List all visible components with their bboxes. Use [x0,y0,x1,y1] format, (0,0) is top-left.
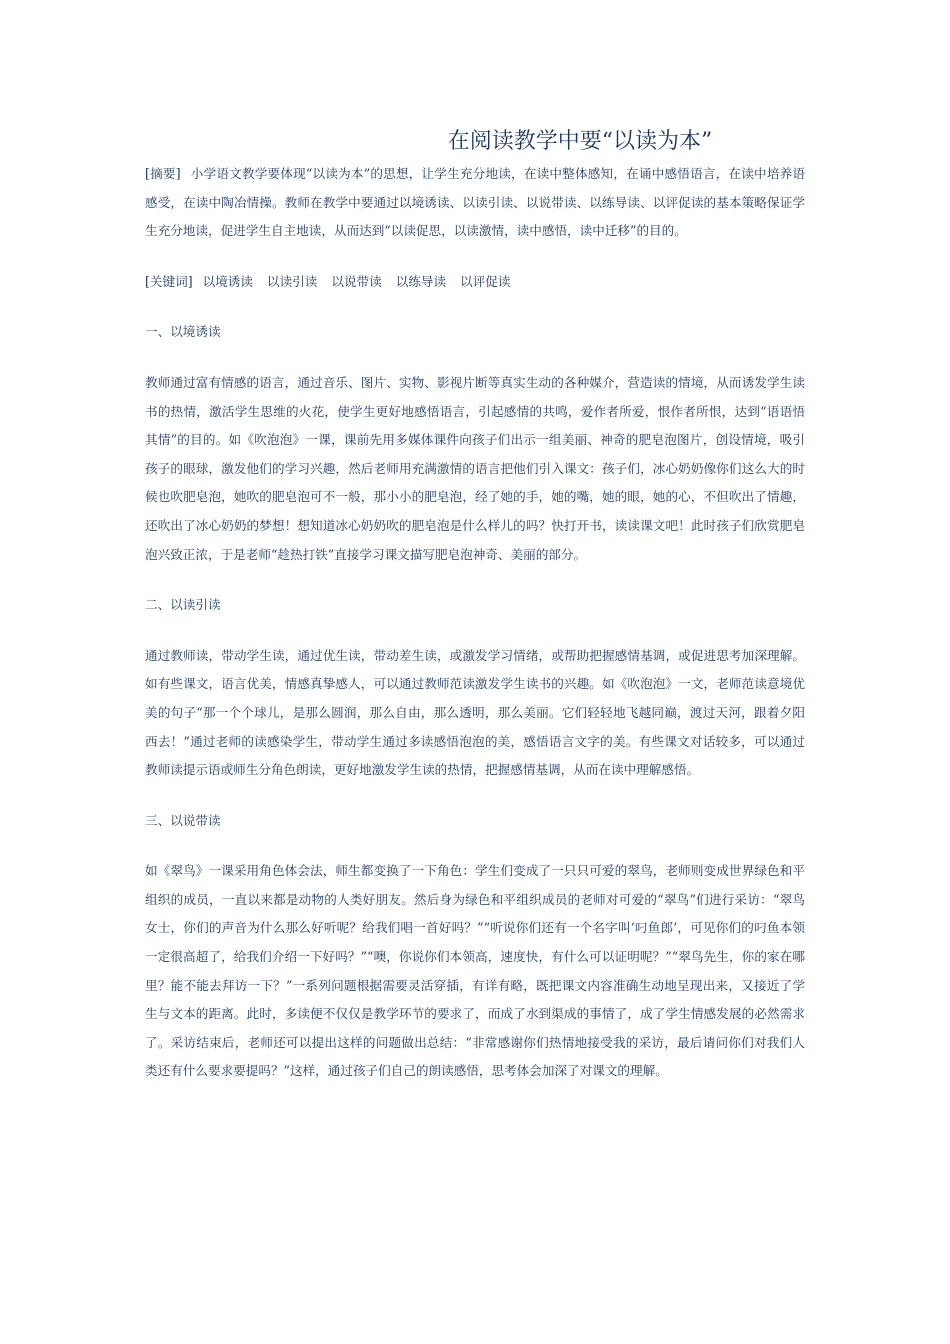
keyword-item: 以练导读 [395,273,447,289]
keywords-line [145,268,805,297]
section-body: 通过教师读，带动学生读，通过优生读，带动差生读，或激发学习情绪，或帮助把握感情基调，或促进思考加深理解。如有些课文，语言优美，情感真挚感人，可以通过教师范读激发学生读书的兴趣。如《吹泡泡》一文，老师范读意境优美的句子“那一个个球儿，是那么圆润，那么自由，那么透明，那么美丽。它们轻轻地飞越同巅，渡过天河，跟着夕阳西去！”通过老师的读感染学生，带动学生通过多读感悟泡泡的美，感悟语言文字的美。有些课文对话较多，可以通过教师读提示语或师生分角色朗读，更好地激发学生读的热情，把握感情基调，从而在读中理解感悟。 [145,647,805,778]
keywords-label: [关键词] [145,273,193,289]
section-heading: 一、以境诱读 [145,324,221,340]
section-heading: 二、以读引读 [145,597,221,613]
abstract-paragraph [145,160,805,246]
keyword-item: 以评促读 [460,273,511,289]
keyword-item: 以境诱读 [202,273,253,289]
section-body: 如《翠鸟》一课采用角色体会法，师生都变换了一下角色：学生们变成了一只只可爱的翠鸟，老师则变成世界绿色和平组织的成员，一直以来都是动物的人类好朋友。然后身为绿色和平组织成员的老师对可爱的“翠鸟”们进行采访：“翠鸟女士，你们的声音为什么那么好听呢？给我们唱一首好吗？”“听说你们还有一个名字叫‘叼鱼郎’，可见你们的叼鱼本领一定很高超了，给我们介绍一下好吗？”“噢，你说你们本领高，速度快，有什么可以证明呢？”“翠鸟先生，你的家在哪里？能不能去拜访一下？”一系列问题根据需要灵活穿插，有详有略，既把课文内容准确生动地呈现出来，又接近了学生与文本的距离。此时，多读便不仅仅是教学环节的要求了，而成了水到渠成的事情了，成了学生情感发展的必然需求了。采访结束后，老师还可以提出这样的问题做出总结：“非常感谢你们热情地接受我的采访，最后请问你们对我们人类还有什么要求要提吗？”这样，通过孩子们自己的朗读感悟，思考体会加深了对课文的理解。 [145,863,805,1079]
section-heading: 三、以说带读 [145,812,221,828]
document-title: 在阅读教学中要“以读为本” [447,129,713,154]
abstract-text: 小学语文教学要体现“以读为本”的思想，让学生充分地读，在读中整体感知，在诵中感悟语言，在读中培养语感受，在读中陶冶情操。教师在教学中要通过以境诱读、以读引读、以说带读、以练导读、以评促读的基本策略保证学生充分地读，促进学生自主地读，从而达到“以读促思，以读激情，读中感悟，读中迁移”的目的。 [145,166,805,239]
abstract-label: [摘要] [145,166,181,181]
document-body [145,160,805,1086]
keyword-item: 以说带读 [331,273,382,289]
section-body: 教师通过富有情感的语言，通过音乐、图片、实物、影视片断等真实生动的各种媒介，营造读的情境，从而诱发学生读书的热情，激活学生思维的火花，使学生更好地感悟语言，引起感情的共鸣，爱作者所爱，恨作者所恨，达到“语语悟其情”的目的。如《吹泡泡》一课，课前先用多媒体课件向孩子们出示一组美丽、神奇的肥皂泡图片，创设情境，吸引孩子的眼球，激发他们的学习兴趣，然后老师用充满激情的语言把他们引入课文：孩子们，冰心奶奶像你们这么大的时候也吹肥皂泡，她吹的肥皂泡可不一般，那小小的肥皂泡，经了她的手，她的嘴，她的眼，她的心，不但吹出了情趣，还吹出了冰心奶奶的梦想！想知道冰心奶奶吹的肥皂泡是什么样儿的吗？快打开书，读读课文吧！此时孩子们欣赏肥皂泡兴致正浓，于是老师“趁热打铁”直接学习课文描写肥皂泡神奇、美丽的部分。 [145,374,805,562]
keyword-item: 以读引读 [266,273,318,289]
